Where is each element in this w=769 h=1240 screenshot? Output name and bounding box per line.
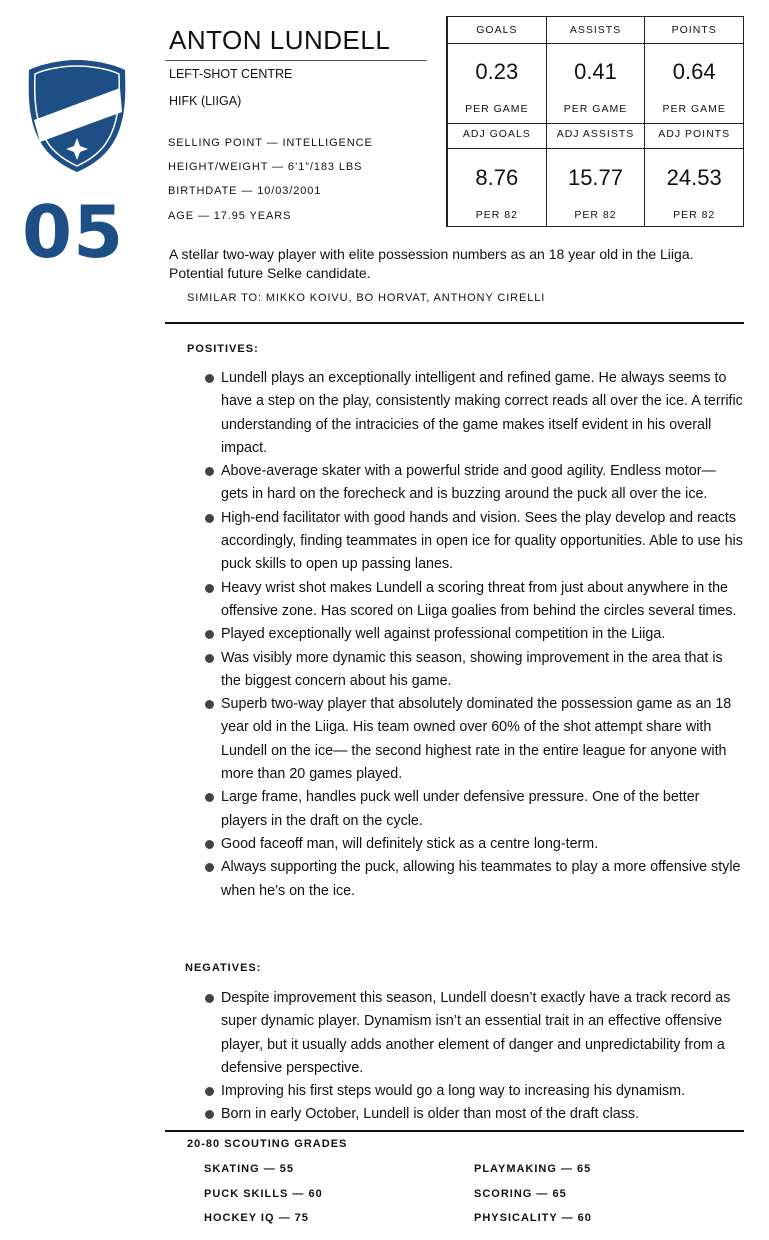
- stat-value: 0.41: [574, 59, 617, 84]
- grade-puck-skills: PUCK SKILLS — 60: [204, 1188, 323, 1200]
- stat-label: ADJ ASSISTS: [556, 128, 635, 140]
- stat-value: 0.23: [475, 59, 519, 84]
- section-divider: [165, 1130, 744, 1132]
- list-item: Was visibly more dynamic this season, showing improvement in the area that is the biggest concern about his game.: [205, 647, 745, 694]
- grade-physicality: PHYSICALITY — 60: [474, 1212, 592, 1224]
- grade-scoring: SCORING — 65: [474, 1188, 567, 1200]
- player-team: HIFK (LIIGA): [169, 94, 242, 108]
- similar-players: SIMILAR TO: MIKKO KOIVU, BO HORVAT, ANTHONY CIRELLI: [187, 292, 546, 304]
- section-divider: [165, 322, 744, 324]
- stats-col-points: [644, 17, 743, 226]
- stat-label: POINTS: [671, 24, 717, 36]
- bullet-icon: [205, 840, 214, 849]
- stat-label: ADJ POINTS: [658, 128, 731, 140]
- list-item: High-end facilitator with good hands and vision. Sees the play develop and reacts accordingly, finding teammates in open ice for quality opportunities. Able to use his puck skills to open up passing lanes.: [205, 507, 745, 577]
- list-item: Superb two-way player that absolutely dominated the possession game as an 18 year old in the Liiga. His team owned over 60% of the shot attempt share with Lundell on the ice— the second highest rate in the entire league for anyone with more than 20 games played.: [205, 693, 745, 786]
- grade-skating: SKATING — 55: [204, 1163, 295, 1175]
- stat-label: GOALS: [476, 24, 518, 36]
- list-item: Always supporting the puck, allowing his teammates to play a more offensive style when he’s on the ice.: [205, 856, 745, 903]
- stat-unit: PER GAME: [465, 103, 529, 115]
- birthdate: BIRTHDATE — 10/03/2001: [168, 185, 322, 197]
- age: AGE — 17.95 YEARS: [168, 210, 292, 222]
- positives-heading: POSITIVES:: [187, 343, 259, 355]
- list-item: Above-average skater with a powerful stride and good agility. Endless motor— gets in hard on the forecheck and is buzzing around the puck all over the ice.: [205, 460, 745, 507]
- stat-unit: PER GAME: [563, 103, 628, 115]
- bullet-icon: [205, 1087, 214, 1096]
- list-item: Despite improvement this season, Lundell doesn’t exactly have a track record as super dynamic player. Dynamism isn’t an essential trait in an effective offensive player, but it usually adds another element of danger and unpredictability from a defensive perspective.: [205, 987, 745, 1080]
- height-weight: HEIGHT/WEIGHT — 6’1”/183 LBS: [168, 161, 363, 173]
- positives-list: [205, 367, 745, 903]
- name-underline: [165, 60, 427, 61]
- stat-unit: PER 82: [475, 209, 518, 221]
- stat-value: 8.76: [475, 165, 519, 190]
- stat-value: 24.53: [666, 165, 722, 190]
- stat-value: 15.77: [567, 165, 624, 190]
- negatives-heading: NEGATIVES:: [185, 962, 262, 974]
- list-item: Lundell plays an exceptionally intelligent and refined game. He always seems to have a step on the play, consistently making correct reads all over the ice. A terrific understanding of the intracicies of the game makes itself evident in his overall impact.: [205, 367, 745, 460]
- list-item: Heavy wrist shot makes Lundell a scoring threat from just about anywhere in the offensive zone. Has scored on Liiga goalies from behind the circles several times.: [205, 577, 745, 624]
- bullet-icon: [205, 374, 214, 383]
- player-summary: A stellar two-way player with elite possession numbers as an 18 year old in the Liiga. Potential future Selke candidate.: [169, 246, 694, 281]
- player-position: LEFT-SHOT CENTRE: [169, 67, 293, 81]
- bullet-icon: [205, 863, 214, 872]
- negatives-list: [205, 987, 745, 1127]
- bullet-icon: [205, 793, 214, 802]
- grades-heading: 20-80 SCOUTING GRADES: [187, 1138, 348, 1150]
- stat-value: 0.64: [672, 59, 716, 84]
- bullet-icon: [205, 1110, 214, 1119]
- stat-label: ADJ GOALS: [462, 128, 531, 140]
- stats-table: [446, 16, 744, 227]
- list-item: Played exceptionally well against professional competition in the Liiga.: [205, 623, 745, 646]
- bullet-icon: [205, 514, 214, 523]
- stat-unit: PER GAME: [662, 103, 726, 115]
- player-number: 05: [22, 190, 125, 274]
- stat-unit: PER 82: [574, 209, 617, 221]
- player-name: ANTON LUNDELL: [169, 25, 391, 55]
- bullet-icon: [205, 630, 214, 639]
- stat-label: ASSISTS: [569, 24, 622, 36]
- bullet-icon: [205, 700, 214, 709]
- list-item: Large frame, handles puck well under defensive pressure. One of the better players in the draft on the cycle.: [205, 786, 745, 833]
- grade-playmaking: PLAYMAKING — 65: [474, 1163, 592, 1175]
- list-item: Improving his first steps would go a long way to increasing his dynamism.: [205, 1080, 745, 1103]
- stats-col-assists: [546, 17, 645, 226]
- stats-col-goals: [447, 17, 546, 226]
- selling-point: SELLING POINT — INTELLIGENCE: [168, 137, 373, 149]
- bullet-icon: [205, 994, 214, 1003]
- team-logo: [26, 58, 128, 173]
- grade-hockey-iq: HOCKEY IQ — 75: [204, 1212, 309, 1224]
- bullet-icon: [205, 467, 214, 476]
- bullet-icon: [205, 654, 214, 663]
- list-item: Good faceoff man, will definitely stick as a centre long-term.: [205, 833, 745, 856]
- stat-unit: PER 82: [673, 209, 716, 221]
- list-item: Born in early October, Lundell is older than most of the draft class.: [205, 1103, 745, 1126]
- bullet-icon: [205, 584, 214, 593]
